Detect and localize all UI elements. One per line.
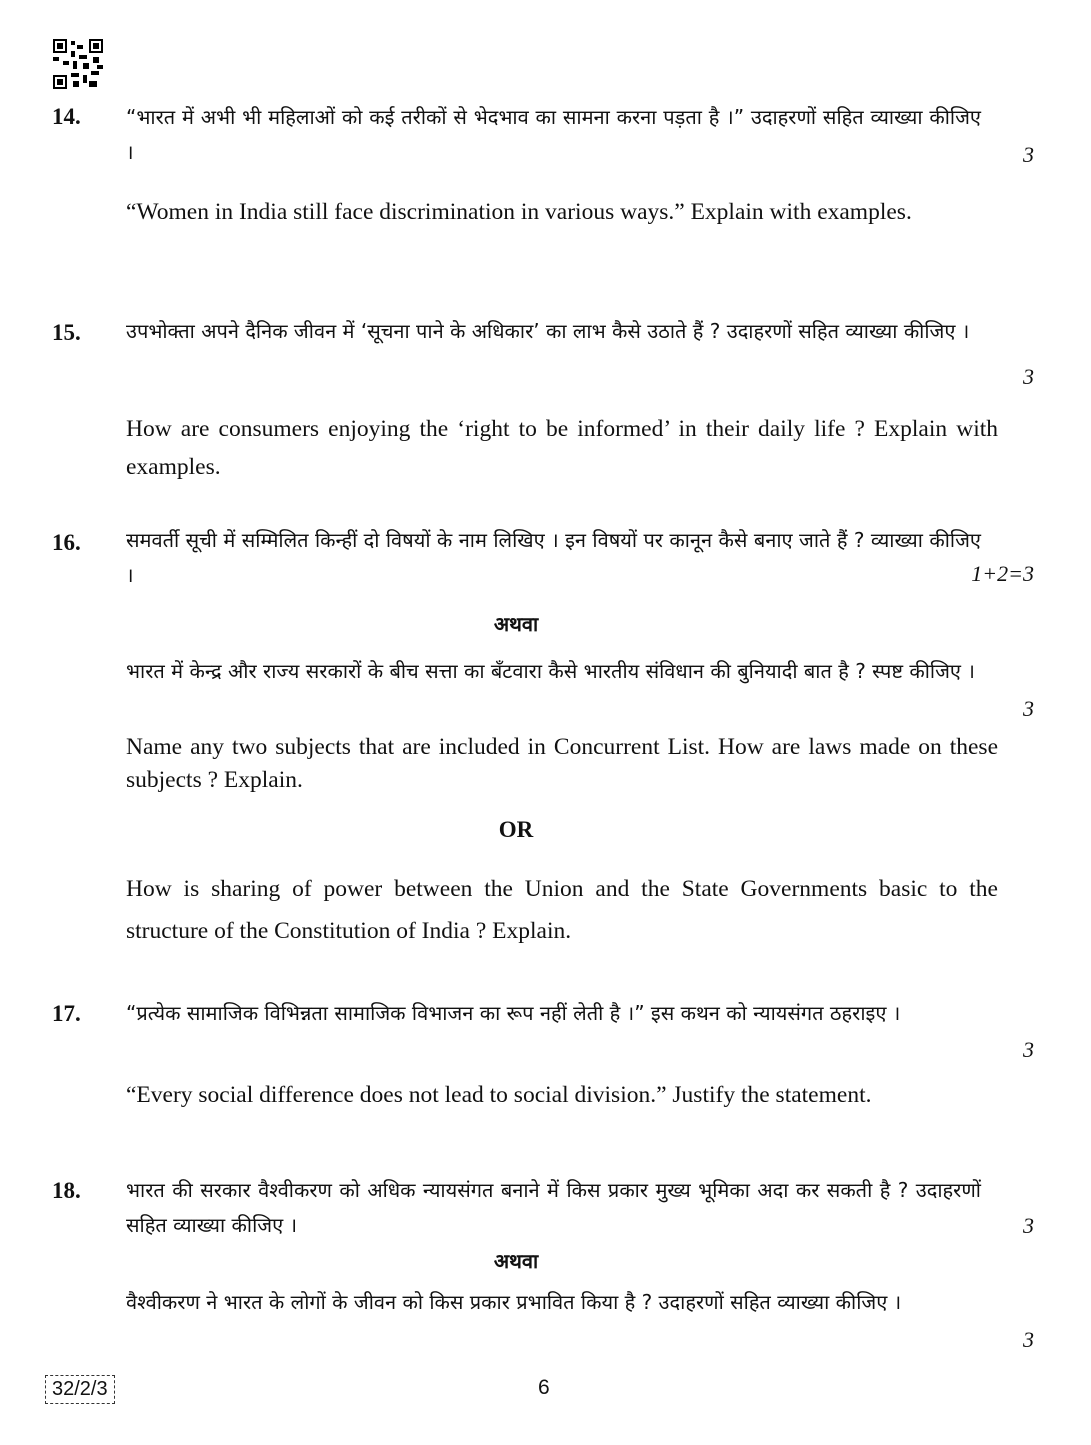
or-label-hindi: अथवा	[493, 1249, 539, 1273]
question-text-hindi-alt: वैश्वीकरण ने भारत के लोगों के जीवन को किस प्रकार प्रभावित किया है ? उदाहरणों सहित व्याख्या कीजिए ।	[126, 1290, 902, 1314]
or-label-hindi: अथवा	[493, 612, 539, 636]
question-number: 18.	[52, 1178, 81, 1203]
marks: 3	[1023, 696, 1034, 721]
question-text-hindi: “प्रत्येक सामाजिक विभिन्नता सामाजिक विभाजन का रूप नहीं लेती है ।” इस कथन को न्यायसंगत ठहराइए ।	[126, 1001, 901, 1025]
question-text-english: How are consumers enjoying the ‘right to be informed’ in their daily life ? Explain with examples.	[126, 416, 998, 480]
question-text-hindi-alt: भारत में केन्द्र और राज्य सरकारों के बीच सत्ता का बँटवारा कैसे भारतीय संविधान की बुनियादी बात है ? स्पष्ट कीजिए ।	[126, 659, 975, 683]
question-number: 16.	[52, 530, 81, 555]
question-text-hindi: समवर्ती सूची में सम्मिलित किन्हीं दो विषयों के नाम लिखिए । इन विषयों पर कानून कैसे बनाए जाते हैं ? व्याख्या कीजिए ।	[126, 528, 981, 587]
question-text-english: “Women in India still face discrimination in various ways.” Explain with examples.	[126, 199, 912, 225]
question-text-english-alt: How is sharing of power between the Union and the State Governments basic to the structure of the Constitution of India ? Explain.	[126, 876, 998, 944]
marks: 3	[1023, 142, 1034, 167]
question-text-hindi: भारत की सरकार वैश्वीकरण को अधिक न्यायसंगत बनाने में किस प्रकार मुख्य भूमिका अदा कर सकती है ? उदाहरणों सहित व्याख्या कीजिए ।	[126, 1178, 981, 1237]
or-label-english: OR	[498, 817, 534, 842]
qr-code-icon	[53, 39, 103, 89]
question-number: 15.	[52, 320, 81, 345]
question-number: 17.	[52, 1001, 81, 1026]
question-number: 14.	[52, 104, 81, 129]
marks: 3	[1023, 1327, 1034, 1352]
marks: 1+2=3	[971, 561, 1034, 586]
question-text-hindi: उपभोक्ता अपने दैनिक जीवन में ‘सूचना पाने के अधिकार’ का लाभ कैसे उठाते हैं ? उदाहरणों सहित व्याख्या कीजिए ।	[126, 319, 970, 343]
question-text-english: “Every social difference does not lead to social division.” Justify the statement.	[126, 1082, 872, 1108]
page-number: 6	[538, 1376, 550, 1399]
question-text-english: Name any two subjects that are included in Concurrent List. How are laws made on these subjects ? Explain.	[126, 734, 998, 793]
marks: 3	[1023, 1037, 1034, 1062]
marks: 3	[1023, 1213, 1034, 1238]
marks: 3	[1023, 364, 1034, 389]
question-text-hindi: “भारत में अभी भी महिलाओं को कई तरीकों से भेदभाव का सामना करना पड़ता है ।” उदाहरणों सहित व्याख्या कीजिए ।	[126, 105, 981, 164]
paper-code: 32/2/3	[45, 1375, 115, 1404]
